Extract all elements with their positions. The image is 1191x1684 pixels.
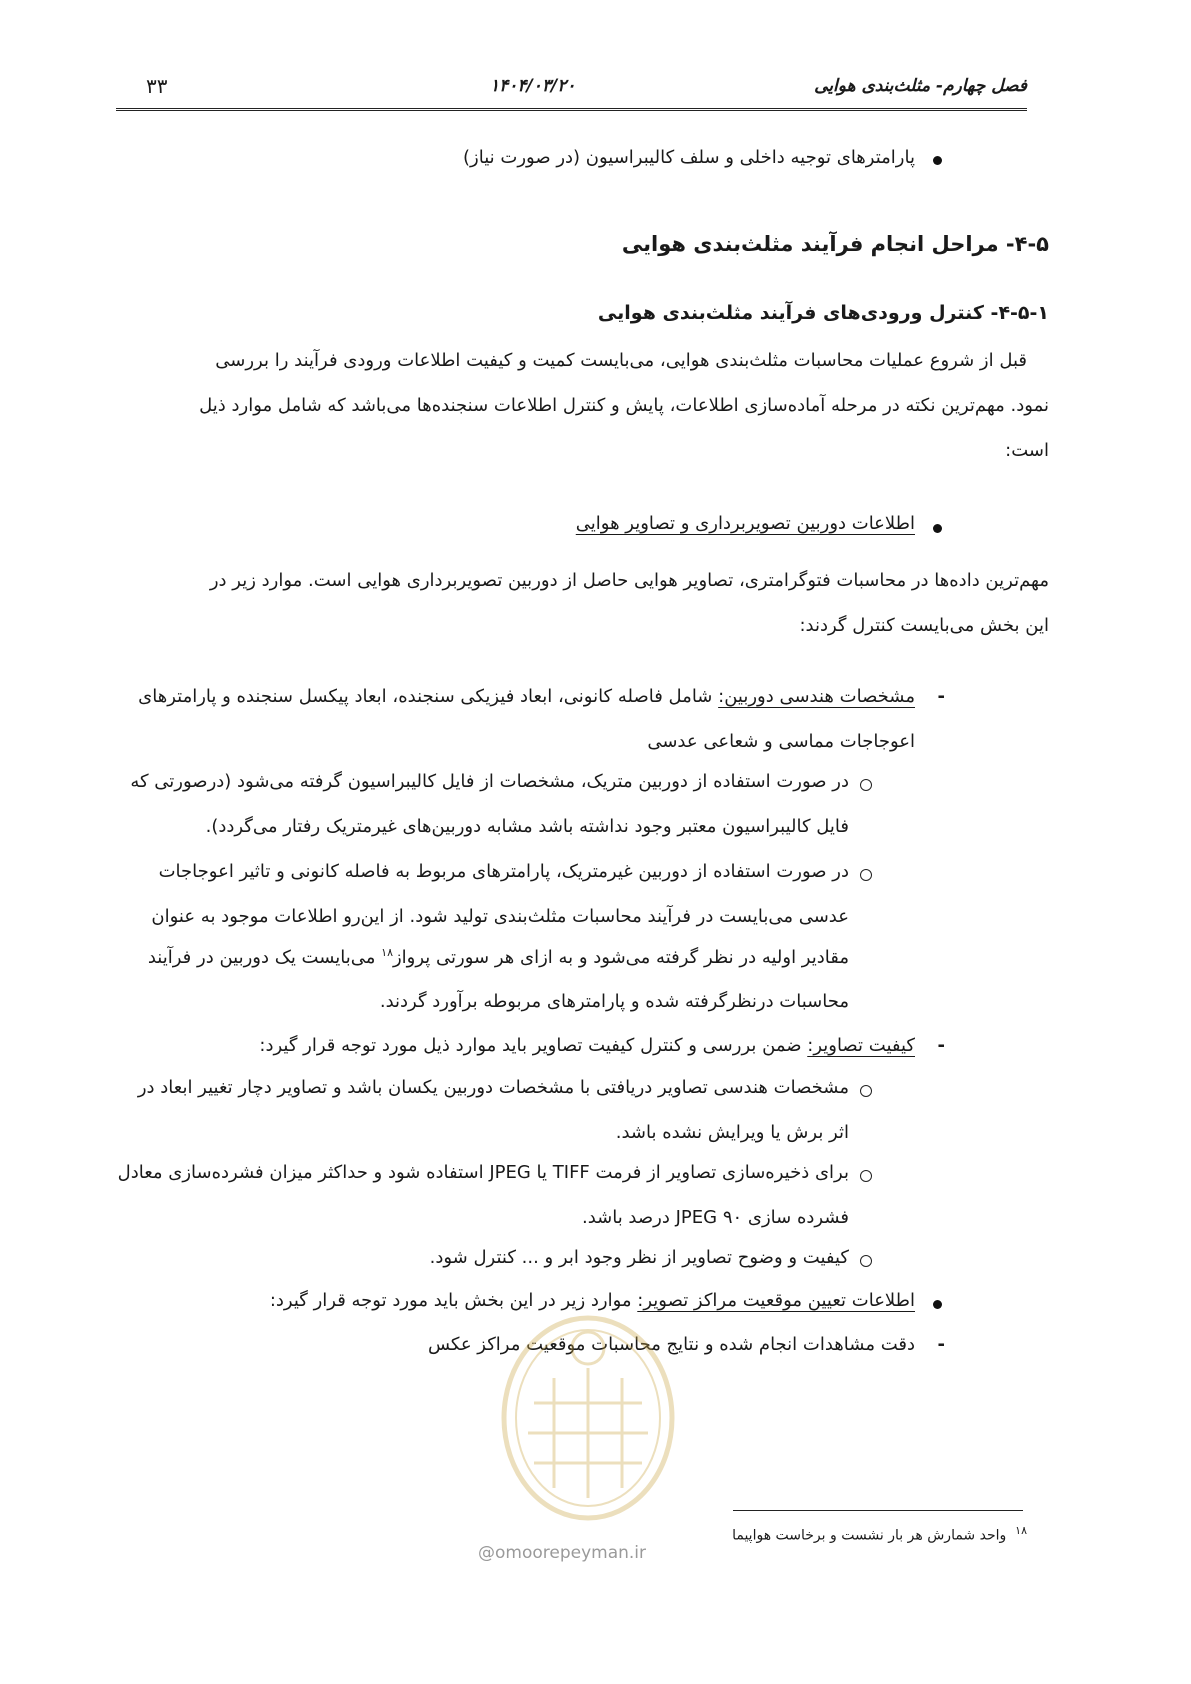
camera-desc-line-1: مهم‌ترین داده‌ها در محاسبات فتوگرامتری، تصاویر هوایی حاصل از دوربین تصویربرداری هوایی است. موارد زیر در [209,570,1049,591]
quality-item3: کیفیت و وضوح تصاویر از نظر وجود ابر و ... کنترل شود. [429,1247,849,1268]
circle-bullet [860,1085,872,1097]
bullet-dot [933,156,942,165]
nonmetric-line-3b: می‌بایست یک دوربین در فرآیند [147,947,382,968]
dash-marker: - [937,686,945,707]
image-quality-line [259,1035,915,1056]
intro-line-3: است: [1005,440,1049,461]
subsection-heading: ۴-۵-۱- کنترل ورودی‌های فرآیند مثلث‌بندی هوایی [597,302,1049,324]
dash-marker: - [937,1035,945,1056]
nonmetric-line-4: محاسبات درنظرگرفته شده و پارامترهای مربوطه برآورد گردند. [379,991,849,1012]
nonmetric-line-3a: مقادیر اولیه در نظر گرفته می‌شود و به ازای هر سورتی پرواز [392,947,849,968]
footnote-rule [733,1510,1023,1511]
bullet-interior-params: پارامترهای توجیه داخلی و سلف کالیبراسیون (در صورت نیاز) [463,147,915,168]
header-rule [116,108,1027,113]
camera-geometry-label: مشخصات هندسی دوربین: [718,686,915,707]
quality-item1-line-2: اثر برش یا ویرایش نشده باشد. [615,1122,849,1143]
camera-desc-line-2: این بخش می‌بایست کنترل گردند: [799,615,1049,636]
circle-bullet [860,779,872,791]
bullet-dot [933,1300,942,1309]
footnote-text: واحد شمارش هر بار نشست و برخاست هواپیما [732,1527,1007,1544]
footnote-mark: ۱۸ [1015,1524,1027,1537]
intro-line-1: قبل از شروع عملیات محاسبات مثلث‌بندی هوایی، می‌بایست کمیت و کیفیت اطلاعات ورودی فرآیند را بررسی [215,350,1027,371]
position-info-text: موارد زیر در این بخش باید مورد توجه قرار گیرد: [269,1290,638,1311]
running-header-date: ۱۴۰۴/۰۳/۲۰ [490,76,576,96]
metric-line-1: در صورت استفاده از دوربین متریک، مشخصات از فایل کالیبراسیون گرفته می‌شود (درصورتی که [130,771,849,792]
metric-line-2: فایل کالیبراسیون معتبر وجود نداشته باشد مشابه دوربین‌های غیرمتریک رفتار می‌گردد). [205,816,849,837]
camera-geometry-text: شامل فاصله کانونی، ابعاد فیزیکی سنجنده، ابعاد پیکسل سنجنده و پارامترهای [138,686,719,707]
footnote [732,1524,1027,1544]
nonmetric-line-1: در صورت استفاده از دوربین غیرمتریک، پارامترهای مربوط به فاصله کانونی و تاثیر اعوجاجات [158,861,849,882]
camera-info-title: اطلاعات دوربین تصویربرداری و تصاویر هوایی [575,513,915,534]
quality-item2-line-2: فشرده سازی JPEG ۹۰ درصد باشد. [581,1207,849,1228]
watermark-seal [494,1308,682,1530]
camera-geometry-line-1 [138,686,915,707]
circle-bullet [860,1170,872,1182]
camera-geometry-line-2: اعوجاجات مماسی و شعاعی عدسی [647,731,915,752]
quality-item2-line-1: برای ذخیره‌سازی تصاویر از فرمت TIFF یا JPEG استفاده شود و حداکثر میزان فشرده‌سازی معادل [117,1162,849,1183]
image-quality-text: ضمن بررسی و کنترل کیفیت تصاویر باید موارد ذیل مورد توجه قرار گیرد: [259,1035,808,1056]
running-header-chapter: فصل چهارم- مثلث‌بندی هوایی [814,76,1027,96]
nonmetric-line-3 [148,946,849,968]
circle-bullet [860,1255,872,1267]
position-info-label: اطلاعات تعیین موقعیت مراکز تصویر: [637,1290,915,1311]
quality-item1-line-1: مشخصات هندسی تصاویر دریافتی با مشخصات دوربین یکسان باشد و تصاویر دچار تغییر ابعاد در [137,1077,849,1098]
circle-bullet [860,869,872,881]
intro-line-2: نمود. مهم‌ترین نکته در مرحله آماده‌سازی اطلاعات، پایش و کنترل اطلاعات سنجنده‌ها می‌باشد که شامل موارد ذیل [199,395,1049,416]
watermark-site: @omoorepeyman.ir [478,1543,647,1563]
nonmetric-line-2: عدسی می‌بایست در فرآیند محاسبات مثلث‌بندی تولید شود. از این‌رو اطلاعات موجود به عنوان [151,906,849,927]
dash-marker: - [937,1334,945,1355]
position-dash-item: دقت مشاهدات انجام شده و نتایج محاسبات موقعیت مراکز عکس [427,1334,915,1355]
bullet-dot [933,524,942,533]
footnote-ref: ۱۸ [381,946,393,959]
section-heading: ۴-۵- مراحل انجام فرآیند مثلث‌بندی هوایی [621,232,1049,256]
image-quality-label: کیفیت تصاویر: [807,1035,915,1056]
page-number: ۳۳ [146,74,168,98]
